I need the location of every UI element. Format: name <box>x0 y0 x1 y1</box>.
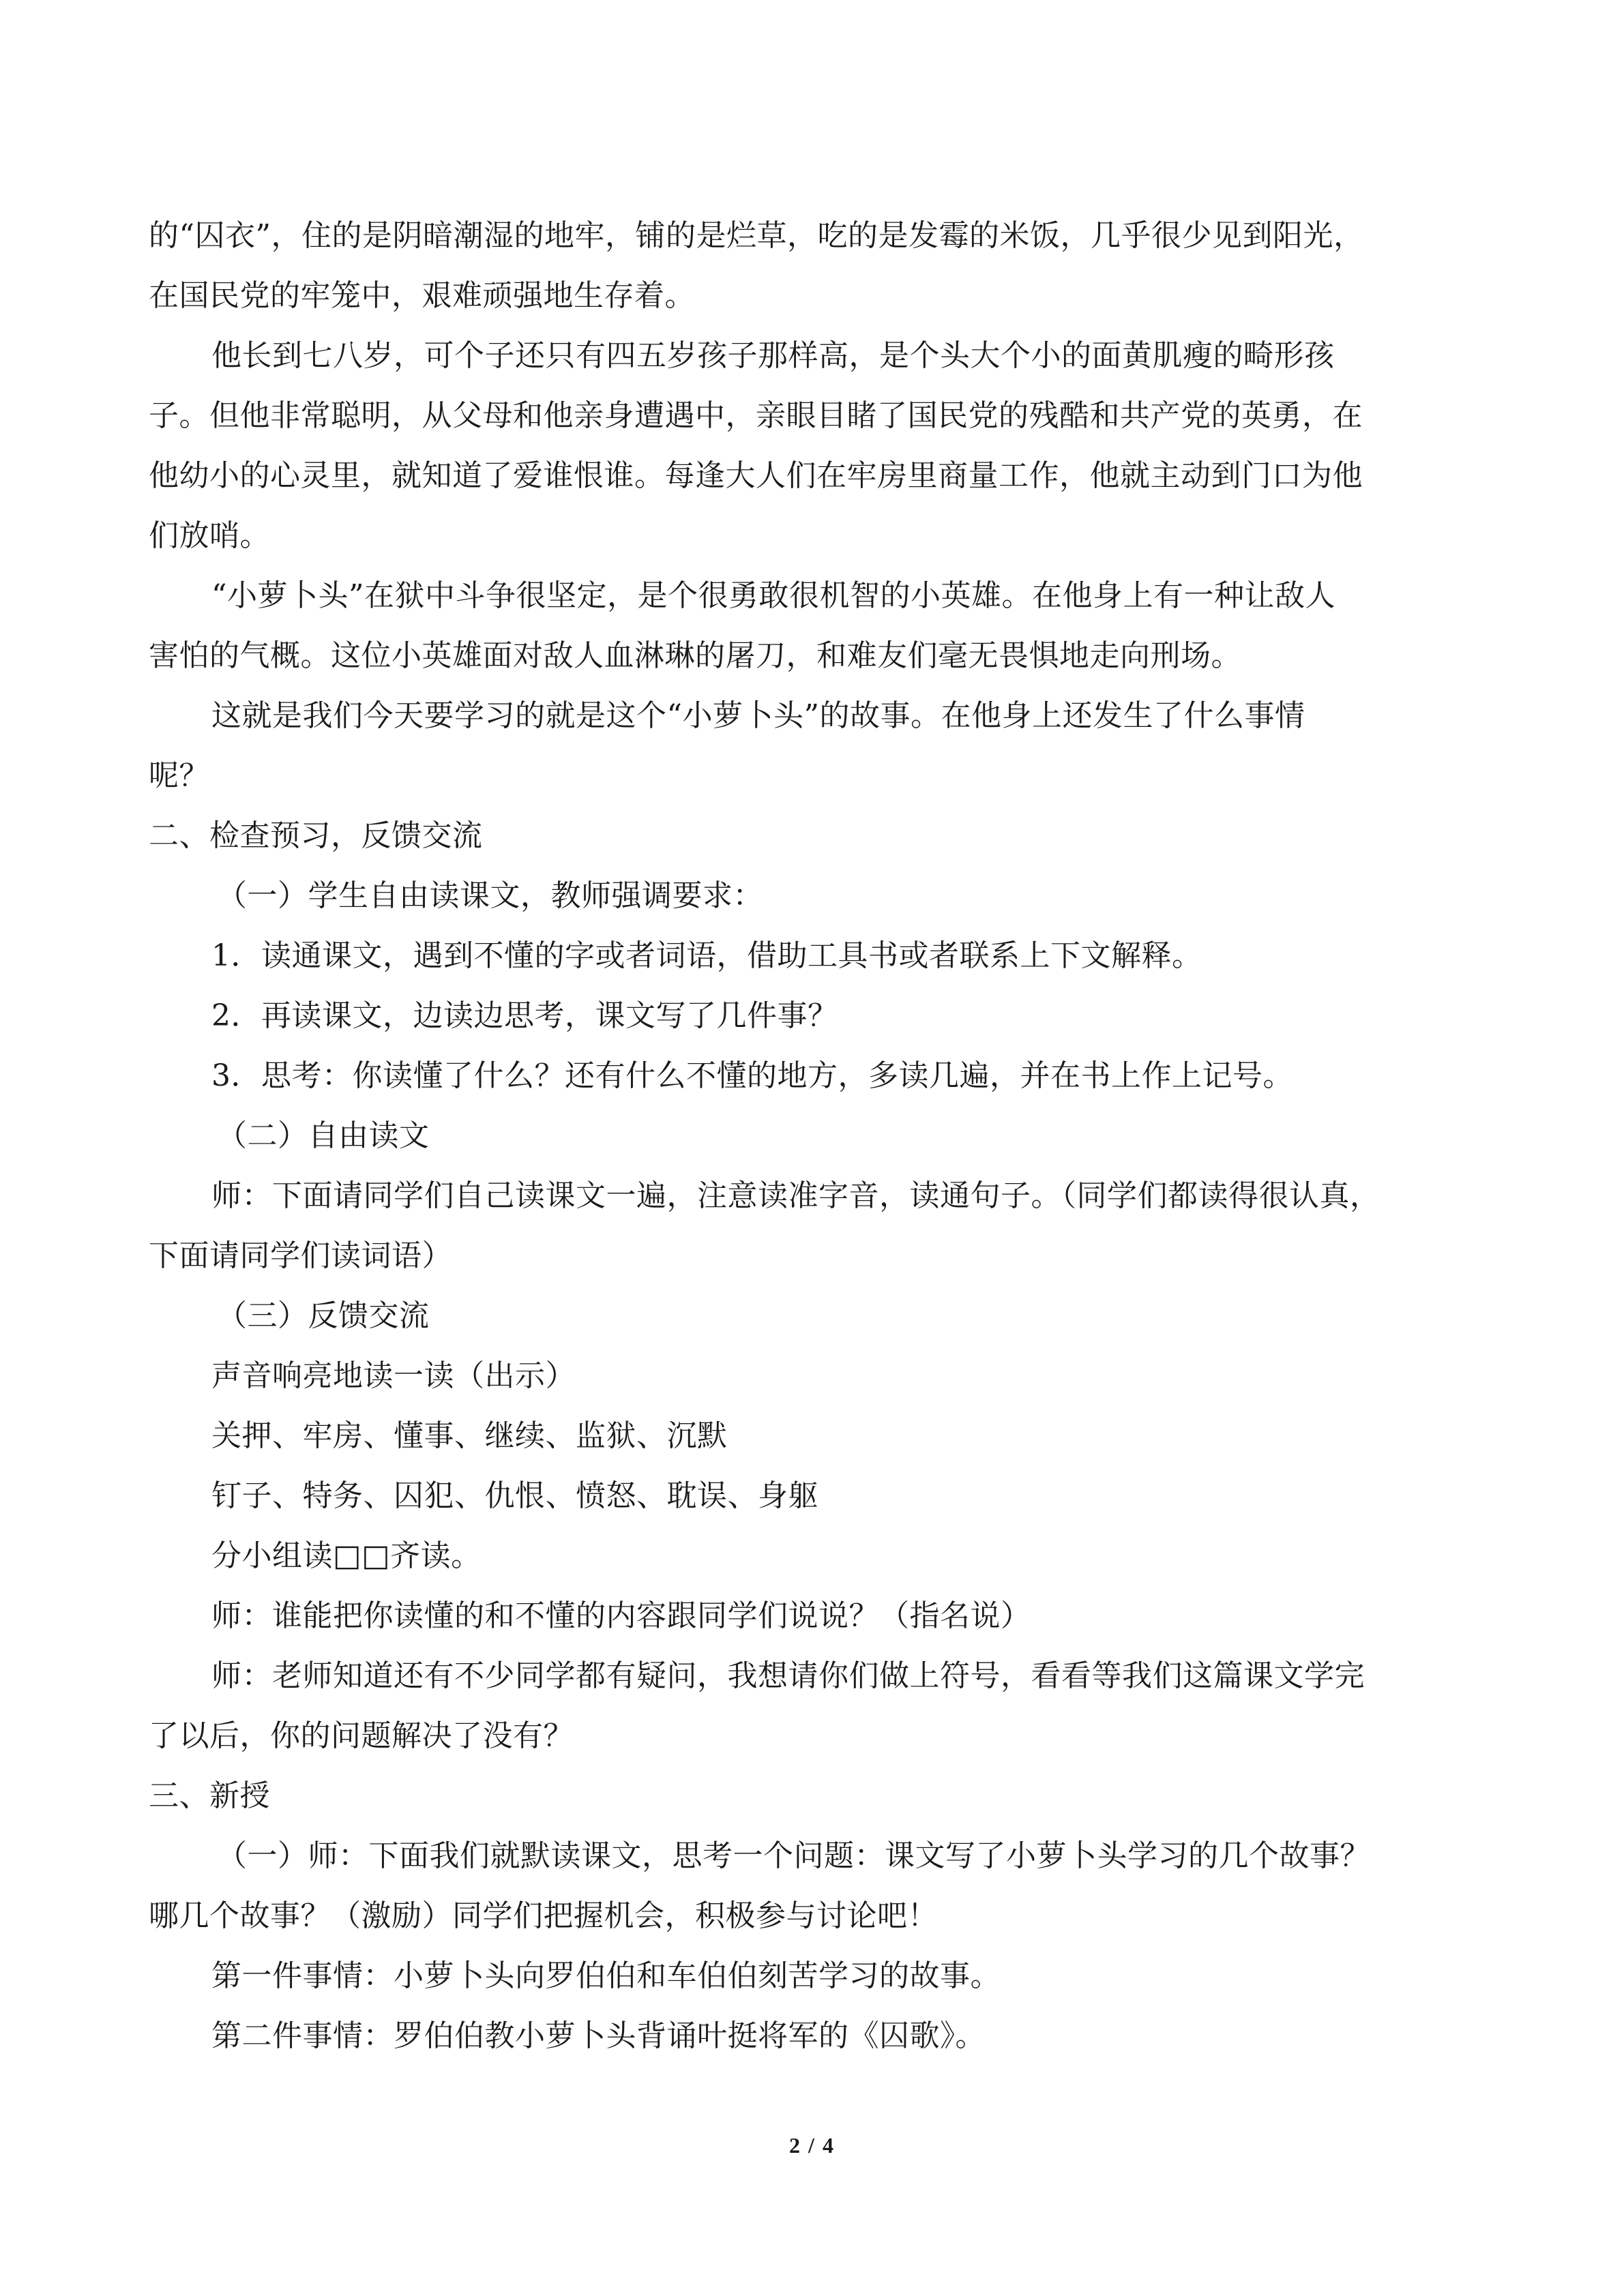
text-line: 哪几个故事？（激励）同学们把握机会，积极参与讨论吧！ <box>149 1898 938 1933</box>
paragraph-start: 师：下面请同学们自己读课文一遍，注意读准字音，读通句子。（同学们都读得很认真， <box>211 1178 1381 1213</box>
text-line: 害怕的气概。这位小英雄面对敌人血淋琳的屠刀，和难友们毫无畏惧地走向刑场。 <box>149 638 1241 673</box>
paragraph-start: “小萝卜头”在狱中斗争很坚定，是个很勇敢很机智的小英雄。在他身上有一种让敌人 <box>211 578 1335 613</box>
document-body <box>149 206 1460 2066</box>
paragraph-start: 第一件事情：小萝卜头向罗伯伯和车伯伯刻苦学习的故事。 <box>211 1958 1001 1993</box>
text-line: 在国民党的牢笼中，艰难顽强地生存着。 <box>149 278 695 313</box>
list-item: 3．思考：你读懂了什么？还有什么不懂的地方，多读几遍，并在书上作上记号。 <box>211 1058 1293 1093</box>
section-heading: 二、检查预习，反馈交流 <box>149 818 483 853</box>
paragraph-start: （一）师：下面我们就默读课文，思考一个问题：课文写了小萝卜头学习的几个故事？ <box>217 1838 1370 1873</box>
paragraph-start: 师：谁能把你读懂的和不懂的内容跟同学们说说？（指名说） <box>211 1598 1031 1633</box>
subsection-heading: （二）自由读文 <box>217 1118 430 1153</box>
list-item: 2．再读课文，边读边思考，课文写了几件事？ <box>211 998 838 1033</box>
text-line: 他幼小的心灵里，就知道了爱谁恨谁。每逢大人们在牢房里商量工作，他就主动到门口为他 <box>149 458 1363 493</box>
text-line: 呢？ <box>149 758 209 793</box>
subsection-heading: （三）反馈交流 <box>217 1298 430 1333</box>
text-line: 了以后，你的问题解决了没有？ <box>149 1718 574 1753</box>
paragraph-start: 师：老师知道还有不少同学都有疑问，我想请你们做上符号，看看等我们这篇课文学完 <box>211 1658 1365 1693</box>
paragraph-start: 分小组读□□齐读。 <box>211 1538 482 1573</box>
subsection-heading: （一）学生自由读课文，教师强调要求： <box>217 878 763 913</box>
paragraph-start: 他长到七八岁，可个子还只有四五岁孩子那样高，是个头大个小的面黄肌瘦的畸形孩 <box>211 338 1335 373</box>
paragraph-start: 声音响亮地读一读（出示） <box>211 1358 576 1393</box>
text-line: 的“囚衣”，住的是阴暗潮湿的地牢，铺的是烂草，吃的是发霉的米饭，几乎很少见到阳光， <box>149 218 1364 253</box>
page-number: 2 / 4 <box>789 2133 835 2158</box>
section-heading: 三、新授 <box>149 1778 270 1813</box>
text-line: 们放哨。 <box>149 518 270 553</box>
paragraph-start: 第二件事情：罗伯伯教小萝卜头背诵叶挺将军的《囚歌》。 <box>211 2018 986 2053</box>
word-list: 钉子、特务、囚犯、仇恨、愤怒、耽误、身躯 <box>211 1478 818 1513</box>
paragraph-start: 这就是我们今天要学习的就是这个“小萝卜头”的故事。在他身上还发生了什么事情 <box>211 698 1305 733</box>
word-list: 关押、牢房、懂事、继续、监狱、沉默 <box>211 1418 728 1453</box>
list-item: 1．读通课文，遇到不懂的字或者词语，借助工具书或者联系上下文解释。 <box>211 938 1202 973</box>
text-line: 下面请同学们读词语） <box>149 1238 452 1273</box>
text-line: 子。但他非常聪明，从父母和他亲身遭遇中，亲眼目睹了国民党的残酷和共产党的英勇，在 <box>149 398 1363 433</box>
